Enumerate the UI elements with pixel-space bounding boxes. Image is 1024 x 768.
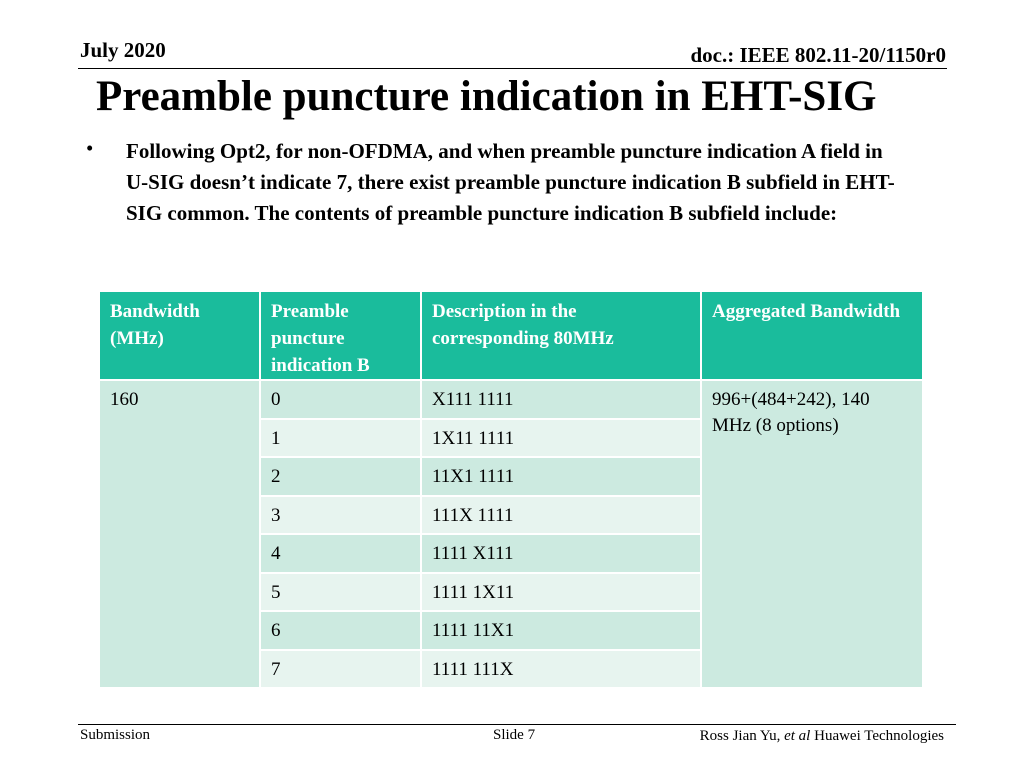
header-doc-id: doc.: IEEE 802.11-20/1150r0 bbox=[690, 43, 946, 67]
column-header-aggregated: Aggregated Bandwidth bbox=[701, 291, 923, 380]
footer-author-org: Huawei Technologies bbox=[814, 728, 944, 744]
puncture-table bbox=[98, 290, 924, 689]
cell-description: 1111 111X bbox=[421, 650, 701, 689]
cell-description: 1111 1X11 bbox=[421, 573, 701, 612]
footer-author-etal: et al bbox=[784, 728, 811, 744]
footer-slide-number: Slide 7 bbox=[493, 727, 536, 743]
cell-description: 1111 X111 bbox=[421, 534, 701, 573]
cell-aggregated-bandwidth: 996+(484+242), 140 MHz (8 options) bbox=[701, 380, 923, 688]
cell-description: X111 1111 bbox=[421, 380, 701, 419]
footer-author-name: Ross Jian Yu, bbox=[699, 728, 781, 744]
cell-description: 1X11 1111 bbox=[421, 419, 701, 458]
cell-puncture-index: 5 bbox=[260, 573, 421, 612]
cell-puncture-index: 0 bbox=[260, 380, 421, 419]
cell-bandwidth: 160 bbox=[99, 380, 260, 688]
cell-description: 1111 11X1 bbox=[421, 611, 701, 650]
cell-puncture-index: 6 bbox=[260, 611, 421, 650]
cell-puncture-index: 2 bbox=[260, 457, 421, 496]
cell-description: 11X1 1111 bbox=[421, 457, 701, 496]
column-header-puncture-b: Preamble puncture indication B bbox=[260, 291, 421, 380]
header-divider bbox=[78, 68, 947, 69]
bullet-marker: • bbox=[86, 136, 94, 160]
cell-puncture-index: 7 bbox=[260, 650, 421, 689]
footer-submission: Submission bbox=[80, 727, 151, 743]
footer-divider bbox=[78, 724, 956, 725]
cell-description: 111X 1111 bbox=[421, 496, 701, 535]
table-row bbox=[99, 380, 923, 419]
cell-puncture-index: 1 bbox=[260, 419, 421, 458]
cell-puncture-index: 4 bbox=[260, 534, 421, 573]
column-header-bandwidth: Bandwidth (MHz) bbox=[99, 291, 260, 380]
bullet-text: Following Opt2, for non-OFDMA, and when preamble puncture indication A field in U-SIG doesn’t indicate 7, there exist preamble puncture indication B subfield in EHT-SIG common. The contents of preamble puncture indication B subfield include: bbox=[126, 139, 895, 225]
footer-author bbox=[700, 728, 944, 745]
column-header-description: Description in the corresponding 80MHz bbox=[421, 291, 701, 380]
table-header-row bbox=[99, 291, 923, 380]
cell-puncture-index: 3 bbox=[260, 496, 421, 535]
slide-title: Preamble puncture indication in EHT-SIG bbox=[96, 73, 877, 120]
header-date: July 2020 bbox=[80, 38, 166, 62]
